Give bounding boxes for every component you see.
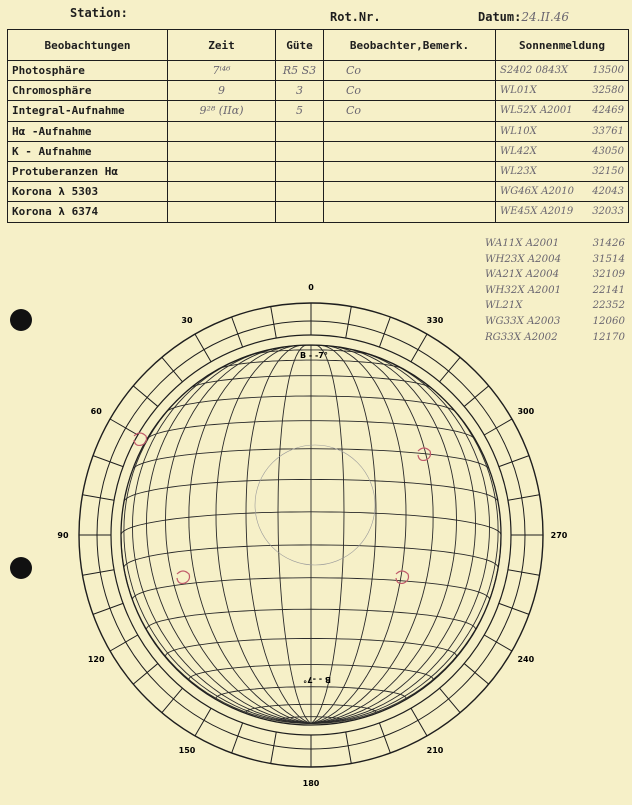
ring-tick	[93, 456, 123, 467]
rot-nr-label: Rot.Nr.	[330, 10, 381, 24]
station-label: Station:	[70, 6, 128, 20]
row-label: Korona λ 6374	[8, 202, 168, 222]
entry-number: 12170	[592, 331, 625, 343]
entry-number: 22352	[592, 300, 625, 312]
degree-label: 30	[181, 316, 193, 326]
ring-tick	[232, 317, 243, 347]
row-label: K - Aufnahme	[8, 141, 168, 161]
sonnenmeldung-number: 32580	[592, 85, 624, 97]
zeit-cell[interactable]: 9	[168, 81, 276, 101]
col-header-beobachter: Beobachter,Bemerk.	[324, 30, 496, 61]
ring-tick	[379, 317, 390, 347]
faint-circle	[255, 445, 375, 565]
longitude-line	[278, 345, 311, 723]
sonnenmeldung-code: S2402 0843X	[500, 65, 569, 77]
entry-code: RG33X A2002	[485, 331, 558, 343]
sonnenmeldung-code: WL42X	[500, 145, 537, 157]
sunspot-sketch	[396, 571, 409, 583]
sonnenmeldung-code: WL52X A2001	[500, 105, 573, 117]
row-label: Integral-Aufnahme	[8, 101, 168, 121]
degree-label: 120	[87, 655, 105, 664]
degree-label: 150	[178, 745, 196, 755]
entry-number: 31426	[592, 238, 625, 249]
entry-number: 12060	[592, 315, 625, 327]
datum-label-text: Datum:	[478, 10, 522, 24]
degree-label: 240	[517, 655, 535, 664]
degree-label: 300	[517, 407, 535, 416]
row-label: Chromosphäre	[8, 81, 168, 101]
degree-label: 270	[550, 531, 568, 540]
longitude-line	[311, 356, 490, 723]
ring-tick	[499, 603, 529, 614]
row-label: Hα -Aufnahme	[8, 121, 168, 141]
sonnenmeldung-number: 42469	[592, 105, 624, 117]
degree-label: 90	[57, 531, 69, 540]
ring-tick	[411, 334, 427, 362]
zeit-cell[interactable]: 7ⁱ⁴⁶	[168, 61, 276, 81]
heliographic-grid	[121, 345, 501, 725]
sonnenmeldung-code: WL01X	[500, 85, 537, 97]
b0-top-label: B - -7°	[300, 351, 328, 360]
col-header-zeit: Zeit	[168, 30, 276, 61]
sonnenmeldung-code: WL23X	[500, 166, 537, 178]
ring-tick	[484, 635, 512, 651]
degree-label: 0	[308, 283, 314, 292]
entry-code: WA21X A2004	[485, 269, 560, 281]
longitude-line	[133, 356, 312, 723]
ring-tick	[83, 495, 115, 501]
sonnenmeldung-number: 33761	[592, 125, 624, 137]
ring-tick	[271, 732, 277, 764]
guete-cell[interactable]: R5 S3	[276, 61, 324, 81]
zeit-cell[interactable]: 9²⁸ (IIα)	[168, 101, 276, 121]
ring-tick	[271, 307, 277, 339]
sonnenmeldung-code: WE45X A2019	[500, 206, 574, 218]
sunspot-sketch	[177, 571, 190, 583]
degree-label: 210	[426, 745, 444, 755]
beobachter-cell[interactable]: Co	[324, 81, 496, 101]
sonnenmeldung-number: 13500	[592, 65, 624, 77]
ring-tick	[484, 419, 512, 435]
ring-tick	[195, 334, 211, 362]
sonnenmeldung-code: WL10X	[500, 125, 537, 137]
ring-tick	[508, 495, 540, 501]
longitude-line	[311, 345, 344, 723]
entry-code: WA11X A2001	[485, 238, 560, 249]
entry-number: 22141	[592, 284, 625, 296]
sonnenmeldung-number: 32150	[592, 166, 624, 178]
entry-code: WH32X A2001	[485, 284, 562, 296]
col-header-beobachtungen: Beobachtungen	[8, 30, 168, 61]
row-label: Korona λ 5303	[8, 182, 168, 202]
guete-cell[interactable]: 5	[276, 101, 324, 121]
ring-tick	[411, 708, 427, 736]
b0-bottom-label: B - -7°	[303, 675, 331, 684]
col-header-sonnenmeldung: Sonnenmeldung	[496, 30, 629, 61]
col-header-guete: Güte	[276, 30, 324, 61]
longitude-line	[311, 346, 406, 724]
ring-tick	[110, 419, 138, 435]
degree-label: 330	[426, 316, 444, 326]
entry-code: WG33X A2003	[485, 315, 561, 327]
degree-label: 60	[90, 407, 102, 416]
beobachter-cell[interactable]: Co	[324, 61, 496, 81]
beobachter-cell[interactable]: Co	[324, 101, 496, 121]
entry-number: 31514	[592, 253, 625, 265]
ring-tick	[346, 732, 352, 764]
entry-number: 32109	[592, 269, 625, 281]
longitude-line	[216, 346, 311, 724]
ring-tick	[508, 570, 540, 576]
guete-cell[interactable]: 3	[276, 81, 324, 101]
sonnenmeldung-number: 32033	[592, 206, 624, 218]
ring-tick	[346, 307, 352, 339]
ring-tick	[232, 723, 243, 753]
sonnenmeldung-code: WG46X A2010	[500, 186, 574, 198]
entry-code: WH23X A2004	[485, 253, 562, 265]
sonnenmeldung-number: 42043	[592, 186, 624, 198]
ring-tick	[499, 456, 529, 467]
ring-tick	[195, 708, 211, 736]
ring-tick	[83, 570, 115, 576]
ring-tick	[110, 635, 138, 651]
ring-tick	[93, 603, 123, 614]
entry-code: WL21X	[485, 300, 523, 312]
ring-tick	[379, 723, 390, 753]
row-label: Protuberanzen Hα	[8, 161, 168, 181]
row-label: Photosphäre	[8, 61, 168, 81]
sonnenmeldung-number: 43050	[592, 145, 624, 157]
degree-label: 180	[302, 779, 320, 788]
datum-value[interactable]: 24.II.46	[521, 10, 570, 24]
